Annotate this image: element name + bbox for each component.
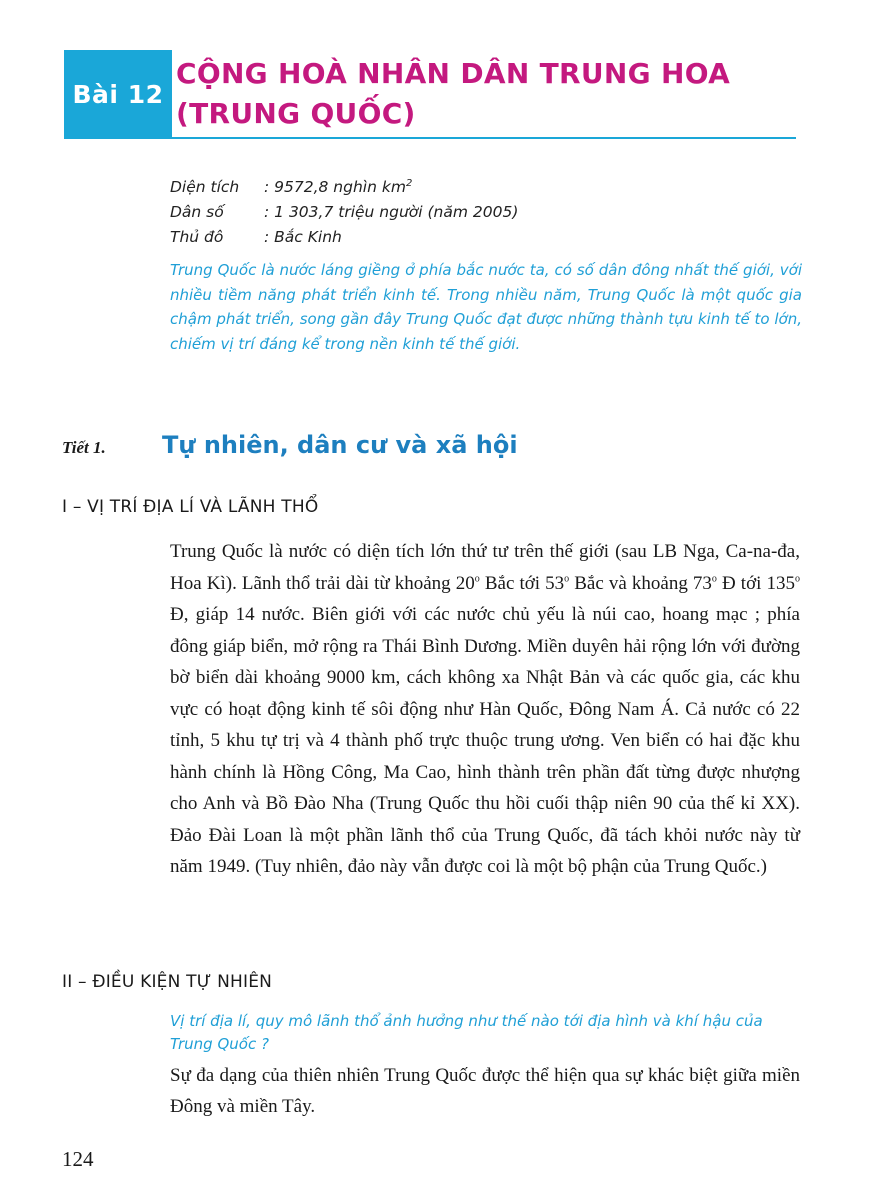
intro-paragraph: Trung Quốc là nước láng giềng ở phía bắc nước ta, có số dân đông nhất thế giới, với nhiều tiềm năng phát triển kinh tế. Trong nhiều năm, Trung Quốc là một quốc gia chậm phát triển, song gần đây Trung Quốc đạt được những thành tựu kinh tế to lớn, chiếm vị trí đáng kể trong nền kinh tế thế giới.: [170, 261, 802, 353]
fact-area-number: : 9572,8 nghìn km: [264, 178, 406, 196]
section-title: Tự nhiên, dân cư và xã hội: [162, 431, 518, 459]
degree-sup-c: o: [711, 573, 717, 585]
fact-area-value: [264, 175, 412, 200]
part1-heading: I – VỊ TRÍ ĐỊA LÍ VÀ LÃNH THỔ: [62, 497, 319, 517]
degree-sup-a: o: [474, 573, 480, 585]
fact-area-label: Diện tích: [170, 178, 240, 196]
lesson-title-line-2: (TRUNG QUỐC): [176, 97, 416, 130]
part1-paragraph: [170, 536, 800, 883]
page-number: 124: [62, 1147, 94, 1171]
fact-area: [170, 175, 518, 200]
section-number: Tiết 1.: [62, 438, 106, 457]
fact-population-value: : 1 303,7 triệu người (năm 2005): [264, 203, 519, 221]
fact-population: [170, 200, 518, 225]
section-heading: [62, 431, 518, 459]
part1-text-c: Bắc và khoảng 73: [569, 572, 712, 594]
country-facts: [170, 175, 518, 250]
part1-text-b: Bắc tới 53: [479, 572, 565, 594]
part1-text-e: Đ, giáp 14 nước. Biên giới với các nước chủ yếu là núi cao, hoang mạc ; phía đông giáp biển, mở rộng ra Thái Bình Dương. Miền duyên hải rộng lớn với đường bờ biển dài khoảng 9000 km, cách không xa Nhật Bản và các quốc gia, các khu vực có hoạt động kinh tế sôi động như Hàn Quốc, Đông Nam Á. Cả nước có 22 tỉnh, 5 khu tự trị và 4 thành phố trực thuộc trung ương. Ven biển có hai đặc khu hành chính là Hồng Công, Ma Cao, hình thành trên phần đất từng được nhượng cho Anh và Bồ Đào Nha (Trung Quốc thu hồi cuối thập niên 90 của thế kỉ XX). Đảo Đài Loan là một phần lãnh thổ của Trung Quốc, đã tách khỏi nước này từ năm 1949. (Tuy nhiên, đảo này vẫn được coi là một bộ phận của Trung Quốc.): [170, 604, 800, 877]
lesson-title: [176, 54, 730, 134]
lesson-title-line-1: CỘNG HOÀ NHÂN DÂN TRUNG HOA: [176, 57, 731, 90]
fact-capital-label: Thủ đô: [170, 228, 224, 246]
part2-paragraph: Sự đa dạng của thiên nhiên Trung Quốc được thể hiện qua sự khác biệt giữa miền Đông và miền Tây.: [170, 1065, 800, 1117]
degree-sup-d: o: [795, 573, 801, 585]
part2-heading: II – ĐIỀU KIỆN TỰ NHIÊN: [62, 972, 273, 992]
lesson-header: [64, 50, 796, 140]
part1-text-a: Trung Quốc là nước có diện tích lớn thứ tư trên thế giới (sau LB Nga, Ca-na-đa, Hoa Kì). Lãnh thổ trải dài từ khoảng 20: [170, 541, 800, 594]
degree-sup-b: o: [564, 573, 570, 585]
fact-capital: [170, 225, 518, 250]
part2-question: Vị trí địa lí, quy mô lãnh thổ ảnh hưởng như thế nào tới địa hình và khí hậu của Trung Quốc ?: [170, 1012, 763, 1053]
fact-area-superscript: 2: [405, 177, 413, 189]
fact-population-label: Dân số: [170, 203, 224, 221]
header-underline: [172, 137, 796, 139]
fact-capital-value: : Bắc Kinh: [264, 228, 342, 246]
lesson-number: Bài 12: [72, 80, 164, 109]
part1-text-d: Đ tới 135: [716, 572, 796, 594]
